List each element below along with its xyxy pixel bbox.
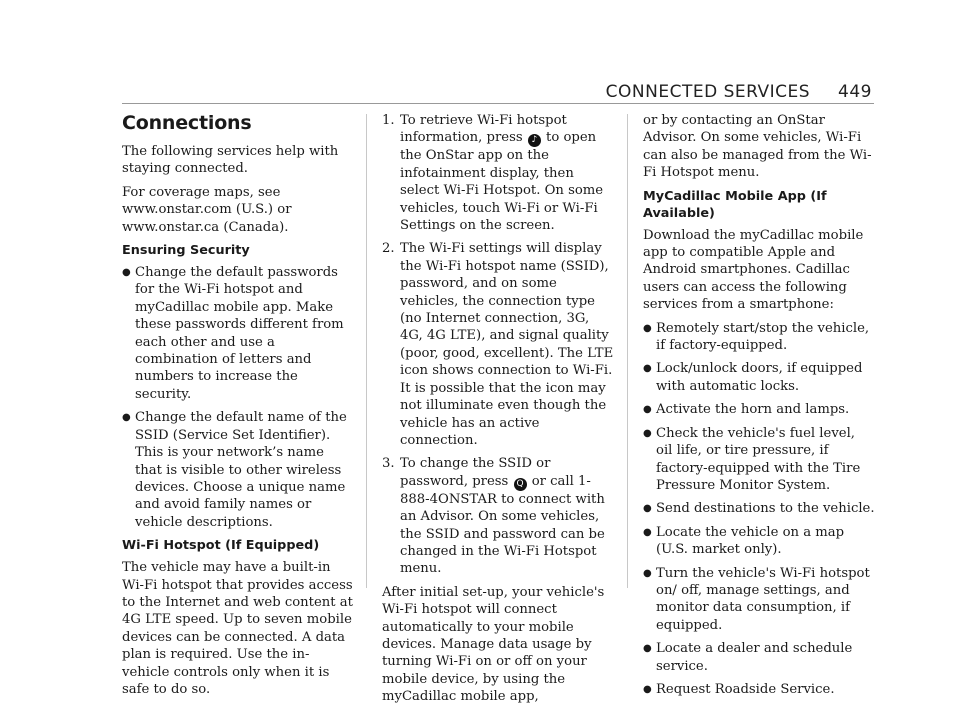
bullet-icon: ● [122,412,131,424]
page-number: 449 [838,82,872,102]
column-divider [627,114,628,588]
app-paragraph: Download the myCadillac mobile app to compatible Apple and Android smartphones. Cadillac users can access the following services from a smartphone: [643,227,864,313]
intro-paragraph: The following services help with staying connected. [122,144,339,177]
running-header [606,82,872,102]
list-item: ● Locate a dealer and schedule service. [643,641,853,674]
hotspot-paragraph: The vehicle may have a built-in Wi-Fi hotspot that provides access to the Internet and web content at 4G LTE speed. Up to seven mobile devices can be connected. A data plan is required. Use the in-vehicle controls only when it is safe to do so. [122,560,353,697]
list-item: ● Remotely start/stop the vehicle, if factory-equipped. [643,320,870,354]
list-item: ● Request Roadside Service. [643,681,835,697]
security-heading: Ensuring Security [122,243,250,259]
bullet-icon: ● [643,322,652,334]
list-item: ● Locate the vehicle on a map (U.S. market only). [643,524,845,558]
hotspot-heading: Wi-Fi Hotspot (If Equipped) [122,538,320,554]
list-item: 2. The Wi-Fi settings will display the Wi-Fi hotspot name (SSID), password, and on some vehicles, the connection type (no Internet connection, 3G, 4G, 4G LTE), and signal quality (poor, good, excellent). The LTE icon shows connection to Wi-Fi. It is possible that the icon may not illuminate even though the vehicle has an active connection. [382,241,614,448]
list-item: ● Send destinations to the vehicle. [643,501,875,517]
bullet-icon: ● [643,427,652,439]
bullet-icon: ● [643,526,652,538]
steps-list [382,112,614,578]
column-3 [643,112,875,704]
header-rule [122,103,874,104]
after-setup-paragraph: After initial set-up, your vehicle's Wi-Fi hotspot will connect automatically to your mobile devices. Manage data usage by turning Wi-Fi on or off on your mobile device, by using the myCadillac mobile app, [382,584,605,705]
continued-paragraph: or by contacting an OnStar Advisor. On some vehicles, Wi-Fi can also be managed from the Wi-Fi Hotspot menu. [643,113,872,181]
section-heading: Connections [122,112,252,134]
bullet-icon: ● [643,567,652,579]
list-item: ● Check the vehicle's fuel level, oil life, or tire pressure, if factory-equipped with the Tire Pressure Monitor System. [643,425,861,493]
onstar-voice-icon: ♪ [528,134,541,147]
bullet-icon: ● [643,643,652,655]
security-list [122,264,354,531]
list-item: 3. To change the SSID or password, press Q or call 1-888-4ONSTAR to connect with an Advisor. On some vehicles, the SSID and password can be changed in the Wi-Fi Hotspot menu. [382,456,605,577]
list-item: ● Turn the vehicle's Wi-Fi hotspot on/ off, manage settings, and monitor data consumption, if equipped. [643,565,870,633]
list-item: ● Change the default passwords for the Wi-Fi hotspot and myCadillac mobile app. Make these passwords different from each other and use a combination of letters and numbers to increase the security. [122,265,344,402]
app-services-list [643,320,875,699]
bullet-icon: ● [643,503,652,515]
column-divider [366,114,367,588]
coverage-paragraph: For coverage maps, see www.onstar.com (U.S.) or www.onstar.ca (Canada). [122,184,292,235]
list-item: 1. To retrieve Wi-Fi hotspot information, press ♪ to open the OnStar app on the infotainment display, then select Wi-Fi Hotspot. On some vehicles, touch Wi-Fi or Wi-Fi Settings on the screen. [382,113,604,234]
column-1 [122,112,354,704]
bullet-icon: ● [643,683,652,695]
onstar-button-icon: Q [514,478,527,491]
column-2 [382,112,614,712]
app-heading: MyCadillac Mobile App (If Available) [643,188,827,221]
list-item: ● Lock/unlock doors, if equipped with automatic locks. [643,361,863,394]
bullet-icon: ● [643,363,652,375]
bullet-icon: ● [122,267,131,279]
bullet-icon: ● [643,404,652,416]
list-item: ● Change the default name of the SSID (Service Set Identifier). This is your network’s name that is visible to other wireless devices. Choose a unique name and avoid family names or vehicle descriptions. [122,410,347,530]
section-title: CONNECTED SERVICES [605,82,811,102]
list-item: ● Activate the horn and lamps. [643,402,850,418]
